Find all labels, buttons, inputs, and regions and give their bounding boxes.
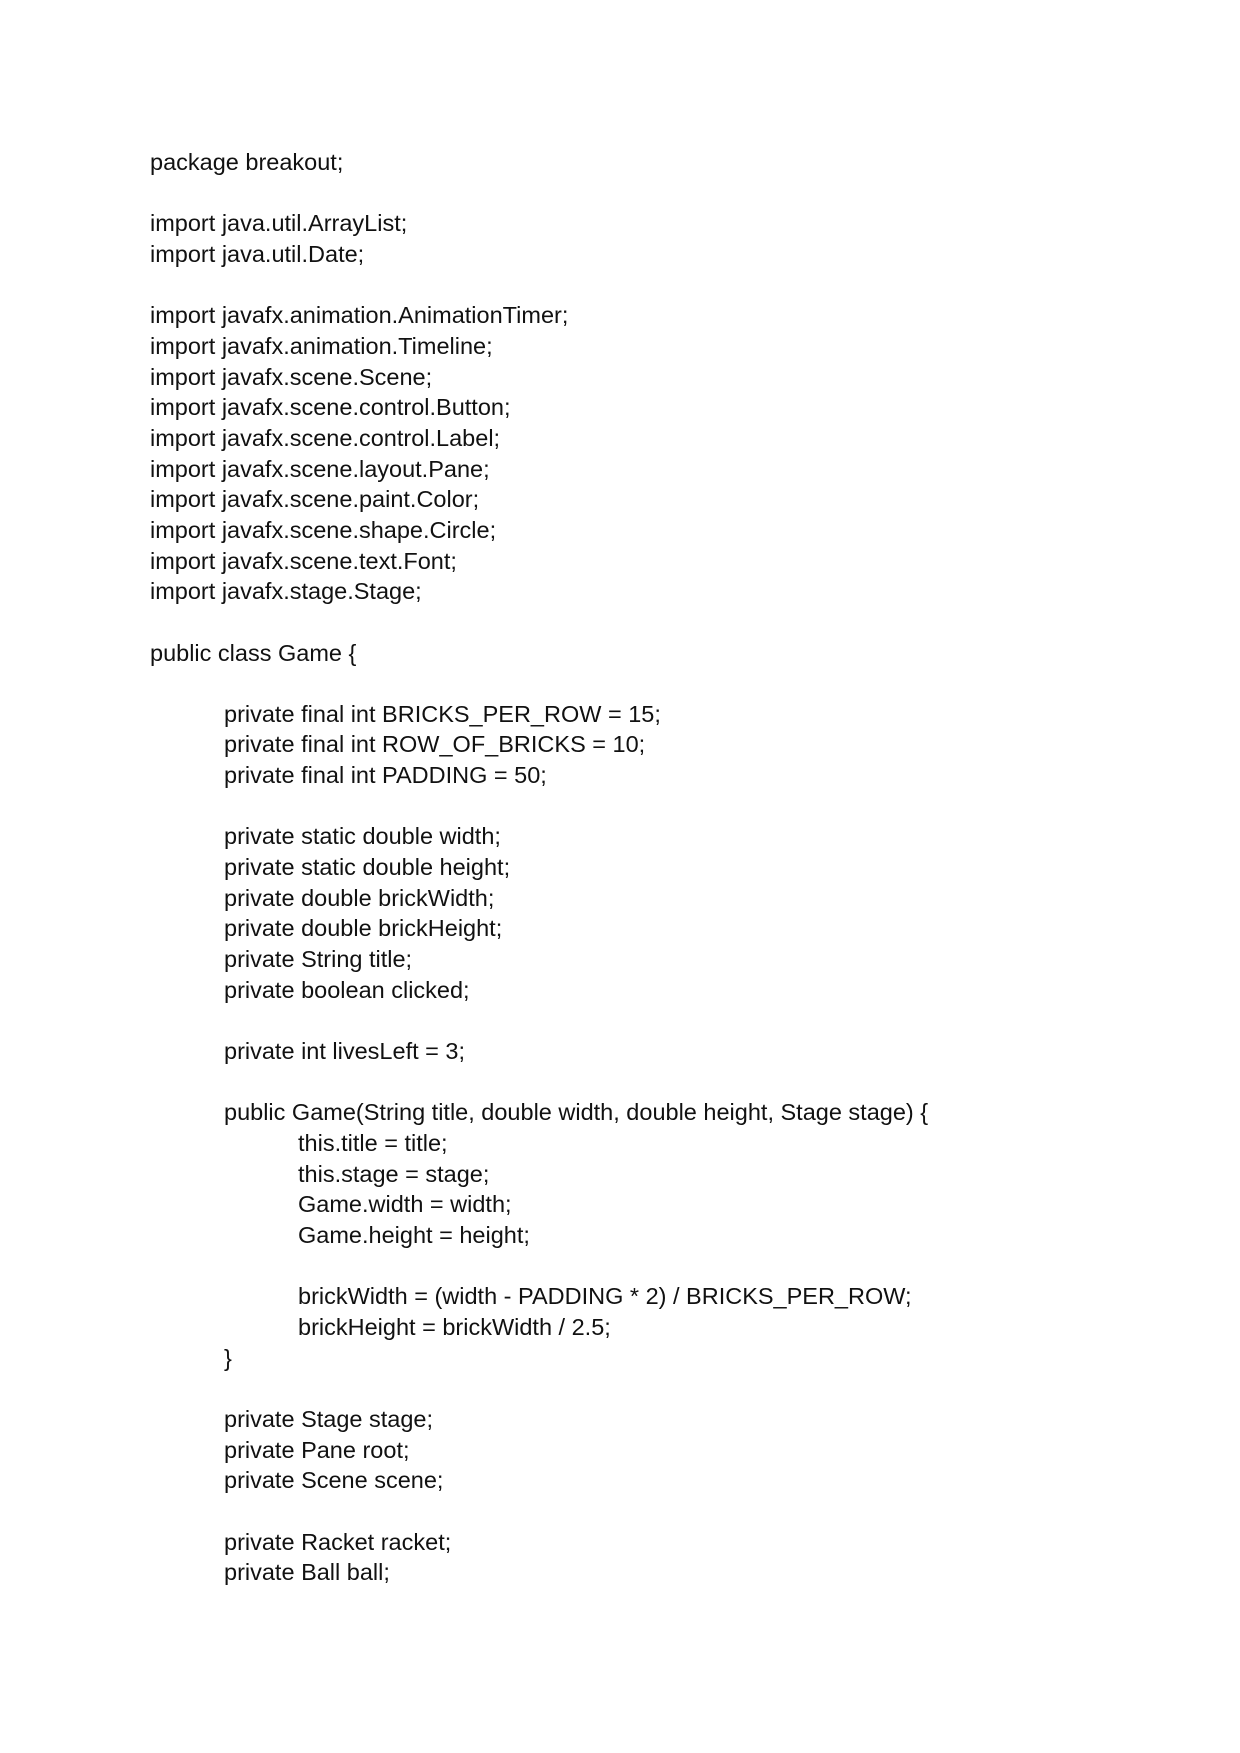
code-line: private Ball ball; [224, 1559, 390, 1586]
blank-line [150, 1067, 1150, 1098]
blank-line [150, 1251, 1150, 1282]
blank-line [150, 178, 1150, 209]
code-line: import javafx.scene.paint.Color; [150, 486, 480, 513]
code-line: private final int BRICKS_PER_ROW = 15; [224, 700, 661, 727]
code-line: import javafx.scene.layout.Pane; [150, 455, 490, 482]
code-line: import javafx.stage.Stage; [150, 578, 422, 605]
code-line: private boolean clicked; [224, 976, 470, 1003]
code-line: import javafx.scene.text.Font; [150, 547, 457, 574]
blank-line [150, 1373, 1150, 1404]
code-listing [150, 147, 1150, 1588]
code-line: this.title = title; [298, 1130, 448, 1156]
code-line: private static double height; [224, 854, 511, 881]
blank-line [150, 1005, 1150, 1036]
blank-line [150, 270, 1150, 301]
code-line: import javafx.scene.Scene; [150, 363, 433, 390]
code-line: import javafx.animation.Timeline; [150, 332, 493, 359]
code-line: import java.util.ArrayList; [150, 210, 408, 237]
code-line: private Pane root; [224, 1436, 410, 1463]
code-line: private Racket racket; [224, 1528, 452, 1555]
code-line: private String title; [224, 946, 413, 973]
code-line: private final int PADDING = 50; [224, 762, 547, 789]
code-line: private Scene scene; [224, 1467, 444, 1494]
code-line: import java.util.Date; [150, 240, 365, 267]
code-line: import javafx.scene.shape.Circle; [150, 516, 497, 543]
code-line: this.stage = stage; [298, 1160, 490, 1187]
code-line: import javafx.animation.AnimationTimer; [150, 302, 569, 329]
code-line: private double brickHeight; [224, 915, 503, 942]
code-line: import javafx.scene.control.Label; [150, 424, 501, 451]
code-line: public class Game { [150, 639, 357, 666]
code-line: brickHeight = brickWidth / 2.5; [298, 1313, 611, 1340]
code-line: private final int ROW_OF_BRICKS = 10; [224, 731, 646, 758]
code-line: import javafx.scene.control.Button; [150, 394, 511, 421]
code-line: } [224, 1344, 232, 1371]
blank-line [150, 1496, 1150, 1527]
code-line: Game.width = width; [298, 1191, 512, 1218]
code-line: Game.height = height; [298, 1221, 530, 1248]
blank-line [150, 668, 1150, 699]
blank-line [150, 607, 1150, 638]
code-line: brickWidth = (width - PADDING * 2) / BRICKS_PER_ROW; [298, 1283, 912, 1310]
code-line: private int livesLeft = 3; [224, 1038, 466, 1065]
code-line: private Stage stage; [224, 1405, 434, 1432]
code-line: private static double width; [224, 823, 501, 850]
code-line: private double brickWidth; [224, 884, 495, 911]
code-line: public Game(String title, double width, double height, Stage stage) { [224, 1099, 929, 1126]
blank-line [150, 791, 1150, 822]
code-line: package breakout; [150, 149, 344, 175]
